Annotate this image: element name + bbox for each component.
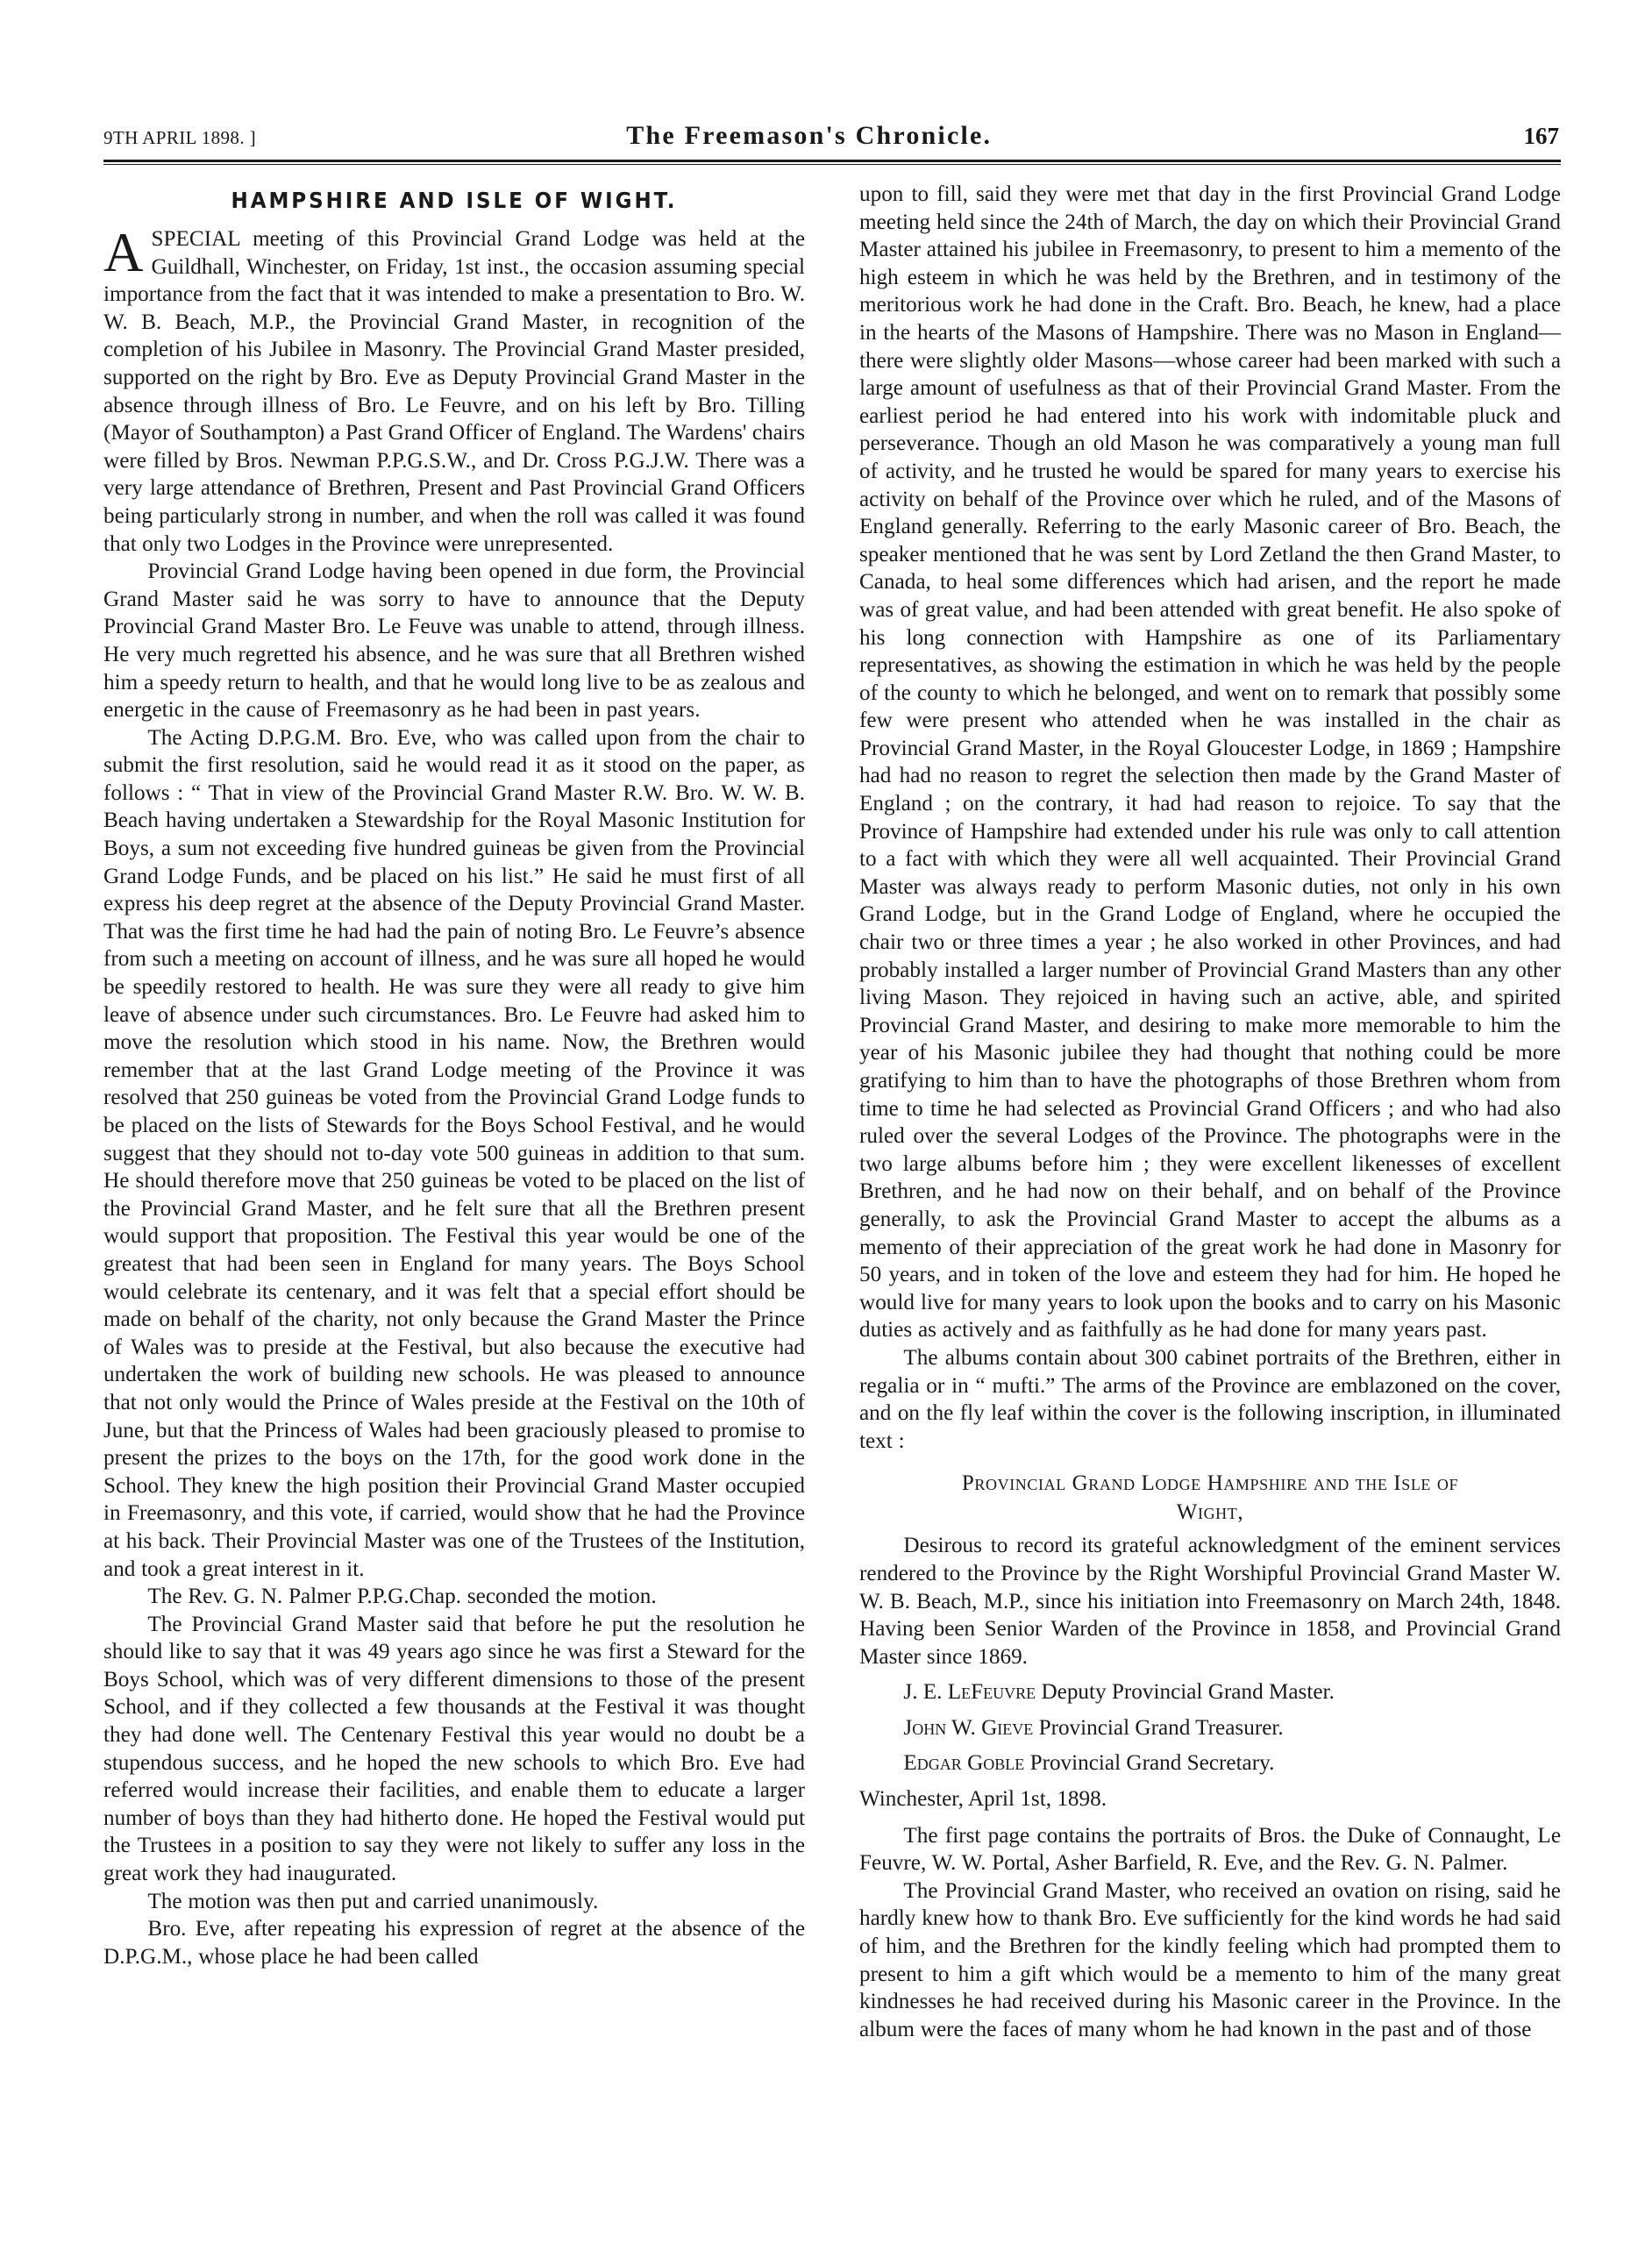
publication-title: The Freemason's Chronicle.	[626, 121, 993, 150]
page-number: 167	[1523, 123, 1559, 149]
issue-date: 9TH APRIL 1898. ]	[103, 127, 257, 148]
signature-line	[859, 1714, 1561, 1742]
signatory-office: Provincial Grand Treasurer.	[1038, 1715, 1284, 1740]
signatory-office: Deputy Provincial Grand Master.	[1041, 1680, 1335, 1705]
paragraph: The Provincial Grand Master said that before he put the resolution he should like to say that it was 49 years ago since he was first a Steward for the Boys School, which was of very different dimensions to those of the present School, and if they collected a few thousands at the Festival it was thought they had done well. The Centenary Festival this year would no doubt be a stupendous success, and he hoped the new schools to which Bro. Eve had referred would increase their facilities, and enable them to educate a larger number of boys than they had hitherto done. He hoped the Festival would put the Trustees in a position to say they were not likely to suffer any loss in the great work they had inaugurated.	[103, 1612, 805, 1886]
header-rule-thin	[103, 164, 1561, 165]
inscription-body: Desirous to record its grateful acknowledgment of the eminent services rendered to the Province by the Right Worshipful Provincial Grand Master W. W. B. Beach, M.P., since his initiation into Freemasonry on March 24th, 1848. Having been Senior Warden of the Province in 1858, and Provincial Grand Master since 1869.	[859, 1534, 1561, 1669]
paragraph: The first page contains the portraits of Bros. the Duke of Connaught, Le Feuvre, W. W. Portal, Asher Barfield, R. Eve, and the Rev. G. N. Palmer.	[859, 1823, 1561, 1876]
signatory-name: John W. Gieve	[903, 1715, 1034, 1740]
signature-line	[859, 1678, 1561, 1706]
paragraph: Bro. Eve, after repeating his expression of regret at the absence of the D.P.G.M., whose place he had been called	[103, 1917, 805, 1969]
drop-cap: A	[103, 222, 144, 283]
right-column	[859, 181, 1561, 2206]
running-head	[103, 121, 1559, 151]
paragraph-spacer	[859, 1813, 1561, 1822]
paragraph: The albums contain about 300 cabinet portraits of the Brethren, either in regalia or in “ mufti.” The arms of the Province are emblazoned on the cover, and on the fly leaf within the cover is the following inscription, in illuminated text :	[859, 1345, 1561, 1453]
article-columns	[103, 181, 1561, 2206]
paragraph: The Rev. G. N. Palmer P.P.G.Chap. seconded the motion.	[147, 1585, 657, 1609]
paragraph: Provincial Grand Lodge having been opened in due form, the Provincial Grand Master said he was sorry to have to announce that the Deputy Provincial Grand Master Bro. Le Feuve was unable to attend, through illness. He very much regretted his absence, and he was sure that all Brethren wished him a speedy return to health, and that he would long live to be as zealous and energetic in the cause of Freemasonry as he had been in past years.	[103, 559, 805, 723]
article-headline: HAMPSHIRE AND ISLE OF WIGHT.	[231, 188, 678, 213]
header-rule-thick	[103, 160, 1561, 162]
opening-paragraph-text: SPECIAL meeting of this Provincial Grand Lodge was held at the Guildhall, Winchester, on Friday, 1st inst., the occasion assuming special importance from the fact that it was intended to make a presentation to Bro. W. W. B. Beach, M.P., the Provincial Grand Master, in recognition of the completion of his Jubilee in Masonry. The Provincial Grand Master presided, supported on the right by Bro. Eve as Deputy Provincial Grand Master in the absence through illness of Bro. Le Feuvre, and on his left by Bro. Tilling (Mayor of Southampton) a Past Grand Officer of England. The Wardens' chairs were filled by Bros. Newman P.P.G.S.W., and Dr. Cross P.G.J.W. There was a very large attendance of Brethren, Present and Past Provincial Grand Officers being particularly strong in number, and when the roll was called it was found that only two Lodges in the Province were unrepresented.	[103, 227, 805, 556]
paragraph: The Acting D.P.G.M. Bro. Eve, who was called upon from the chair to submit the first resolution, said he would read it as it stood on the paper, as follows : “ That in view of the Provincial Grand Master R.W. Bro. W. W. B. Beach having undertaken a Stewardship for the Royal Masonic Institution for Boys, a sum not exceeding five hundred guineas be given from the Provincial Grand Lodge Funds, and be placed on his list.” He said he must first of all express his deep regret at the absence of the Deputy Provincial Grand Master. That was the first time he had had the pain of noting Bro. Le Feuvre’s absence from such a meeting on account of illness, and he was sure all hoped he would be speedily restored to health. He was sure they were all ready to give him leave of absence under such circumstances. Bro. Le Feuvre had asked him to move the resolution which stood in his name. Now, the Brethren would remember that at the last Grand Lodge meeting of the Province it was resolved that 250 guineas be voted from the Provincial Grand Lodge funds to be placed on the lists of Stewards for the Boys School Festival, and he would suggest that they should not to-day vote 500 guineas in addition to that sum. He should therefore move that 250 guineas be voted to be placed on the list of the Provincial Grand Master, and he felt sure that all the Brethren present would support that proposition. The Festival this year would be one of the greatest that had been seen in England for many years. The Boys School would celebrate its centenary, and it was felt that a special effort should be made on behalf of the charity, not only because the Grand Master the Prince of Wales was to preside at the Festival, but also because the executive had undertaken the work of building new schools. He was pleased to announce that not only would the Prince of Wales preside at the Festival on the 10th of June, but that the Princess of Wales had been graciously pleased to promise to present the prizes to the boys on the 17th, for the good work done in the School. They knew the high position their Provincial Grand Master occupied in Freemasonry, and this vote, if carried, would show that he had the Province at his back. Their Provincial Master was one of the Trustees of the Institution, and took a great interest in it.	[103, 725, 805, 1581]
paragraph: The Provincial Grand Master, who received an ovation on rising, said he hardly knew how to thank Bro. Eve sufficiently for the kind words he had said of him, and the Brethren for the kindly feeling which had prompted them to present to him a gift which would be a memento to him of the many great kindnesses he had received during his Masonic career in the Province. In the album were the faces of many whom he had known in the past and of those	[859, 1878, 1561, 2041]
signatory-name: Edgar Goble	[903, 1751, 1025, 1776]
header-rule	[103, 160, 1561, 166]
opening-paragraph	[103, 222, 805, 558]
dateline: Winchester, April 1st, 1898.	[859, 1787, 1107, 1812]
signature-line	[859, 1749, 1561, 1777]
inscription-heading-line2: Wight,	[1176, 1500, 1244, 1525]
signatory-office: Provincial Grand Secretary.	[1029, 1751, 1275, 1776]
left-column	[103, 181, 805, 2206]
inscription-heading-line1: Provincial Grand Lodge Hampshire and the Isle of	[961, 1471, 1459, 1496]
paragraph: The motion was then put and carried unanimously.	[147, 1889, 599, 1913]
signatory-name: J. E. LeFeuvre	[903, 1680, 1036, 1705]
continuation-paragraph: upon to fill, said they were met that day in the first Provincial Grand Lodge meeting held since the 24th of March, the day on which their Provincial Grand Master attained his jubilee in Freemasonry, to present to him a memento of the high esteem in which he was held by the Brethren, and in testimony of the meritorious work he had done in the Craft. Bro. Beach, he knew, had a place in the hearts of the Masons of Hampshire. There was no Mason in England—there were slightly older Masons—whose career had been marked with such a large amount of usefulness as that of their Provincial Grand Master. From the earliest period he had entered into his work with indomitable pluck and perseverance. Though an old Mason he was comparatively a young man full of activity, and he trusted he would be spared for many years to exercise his activity on behalf of the Province over which he ruled, and of the Masons of England generally. Referring to the early Masonic career of Bro. Beach, the speaker mentioned that he was sent by Lord Zetland the then Grand Master, to Canada, to heal some differences which had arisen, and the report he made was of great value, and had been attended with great benefit. He also spoke of his long connection with Hampshire as one of its Parliamentary representatives, as showing the estimation in which he was held by the people of the county to which he belonged, and went on to remark that possibly some few were present who attended when he was installed in the chair as Provincial Grand Master, in the Royal Gloucester Lodge, in 1869 ; Hampshire had had no reason to regret the selection then made by the Grand Master of England ; on the contrary, it had had reason to rejoice. To say that the Province of Hampshire had extended under his rule was only to call attention to a fact with which they were all well acquainted. Their Provincial Grand Master was always ready to perform Masonic duties, not only in his own Grand Lodge, but in the Grand Lodge of England, where he occupied the chair two or three times a year ; he also worked in other Provinces, and had probably installed a larger number of Provincial Grand Masters than any other living Mason. They rejoiced in having such an active, able, and spirited Provincial Grand Master, and desiring to make more memorable to him the year of his Masonic jubilee they had thought that nothing could be more gratifying to him than to have the photographs of those Brethren whom from time to time he had selected as Provincial Grand Officers ; and who had also ruled over the several Lodges of the Province. The photographs were in the two large albums before him ; they were excellent likenesses of excellent Brethren, and he had now on their behalf, and on behalf of the Province generally, to ask the Provincial Grand Master to accept the albums as a memento of their appreciation of the great work he had done in Masonry for 50 years, and in token of the love and esteem they had for him. He hoped he would live for many years to look upon the books and to carry on his Masonic duties as actively and as faithfully as he had done for many years past.	[859, 182, 1561, 1343]
inscription-heading	[859, 1469, 1561, 1527]
